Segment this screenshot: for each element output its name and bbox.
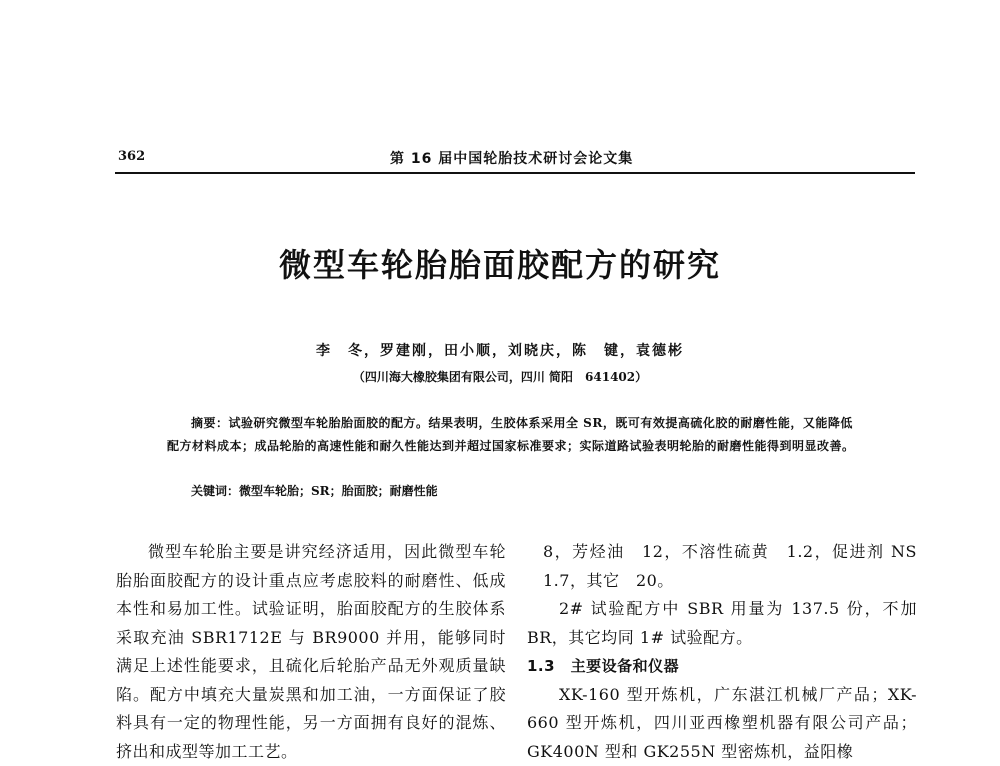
article-title: 微型车轮胎胎面胶配方的研究 [0,240,1000,286]
formula-continuation: 8，芳烃油 12，不溶性硫黄 1.2，促进剂 NS 1.7，其它 20。 [527,538,917,595]
body-paragraph-3: XK-160 型开炼机，广东湛江机械厂产品；XK-660 型开炼机，四川亚西橡塑机器有限公司产品；GK400N 型和 GK255N 型密炼机，益阳橡 [527,681,917,766]
body-paragraph: 微型车轮胎主要是讲究经济适用，因此微型车轮胎胎面胶配方的设计重点应考虑胶料的耐磨性、低成本性和易加工性。试验证明，胎面胶配方的生胶体系采取充油 SBR1712E 与 BR9000 并用，能够同时满足上述性能要求，且硫化后轮胎产品无外观质量缺陷。配方中填充大量炭黑和加工油，一方面保证了胶料具有一定的物理性能，另一方面拥有良好的混炼、挤出和成型等加工工艺。 [116,538,506,766]
page-number: 362 [118,149,145,164]
keywords: 关键词：微型车轮胎；SR；胎面胶；耐磨性能 [191,482,438,499]
running-head: 第 16 届中国轮胎技术研讨会论文集 [390,148,633,168]
section-heading: 1.3 主要设备和仪器 [527,652,917,681]
right-column [527,538,917,766]
abstract: 摘要：试验研究微型车轮胎胎面胶的配方。结果表明，生胶体系采用全 SR，既可有效提高硫化胶的耐磨性能，又能降低配方材料成本；成品轮胎的高速性能和耐久性能达到并超过国家标准要求；实际道路试验表明轮胎的耐磨性能得到明显改善。 [167,412,857,458]
authors: 李 冬，罗建刚，田小顺，刘晓庆，陈 键，袁德彬 [0,340,1000,360]
body-paragraph-2: 2# 试验配方中 SBR 用量为 137.5 份，不加 BR，其它均同 1# 试验配方。 [527,595,917,652]
header-rule [115,172,915,174]
left-column [116,538,506,766]
affiliation: （四川海大橡胶集团有限公司，四川 简阳 641402） [0,368,1000,385]
